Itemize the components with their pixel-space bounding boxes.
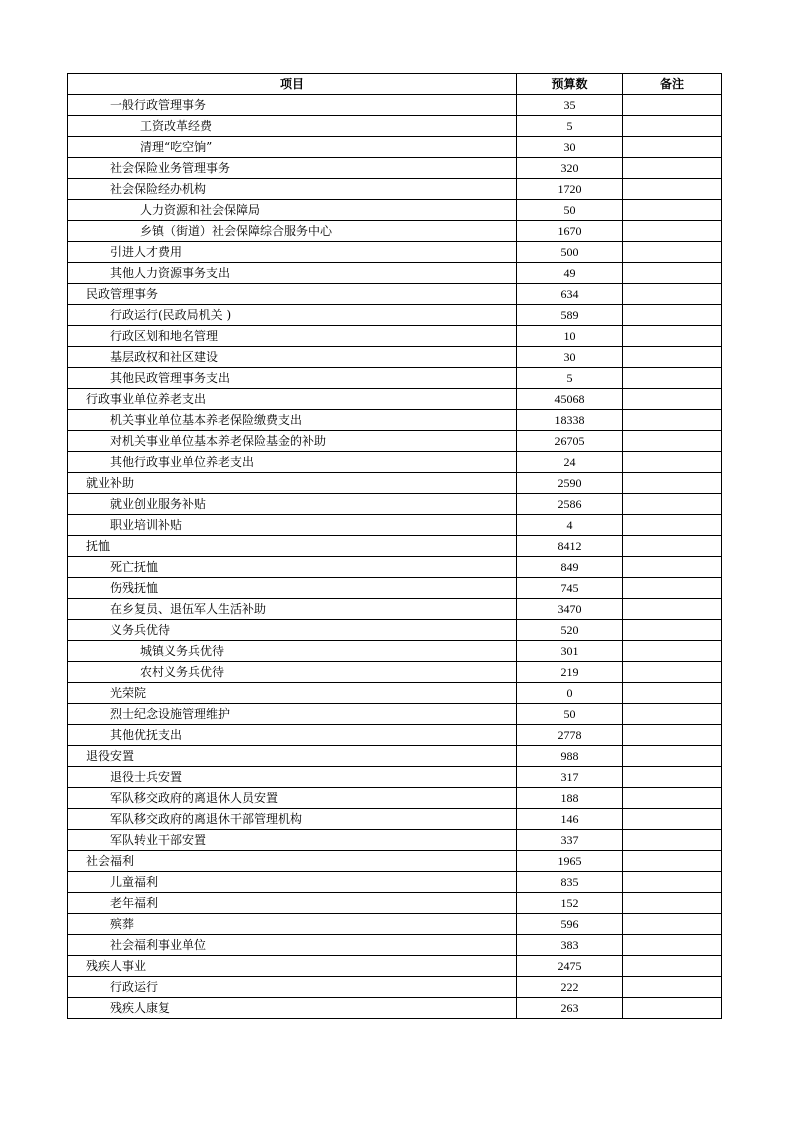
row-budget-value: 0 <box>517 683 623 704</box>
table-row <box>68 746 722 767</box>
row-budget-value: 1670 <box>517 221 623 242</box>
row-budget-value: 188 <box>517 788 623 809</box>
table-row <box>68 599 722 620</box>
row-budget-value: 383 <box>517 935 623 956</box>
row-item-name: 义务兵优待 <box>68 620 517 641</box>
row-item-name: 城镇义务兵优待 <box>68 641 517 662</box>
table-row <box>68 767 722 788</box>
table-row <box>68 977 722 998</box>
row-remark <box>623 830 722 851</box>
row-budget-value: 2778 <box>517 725 623 746</box>
row-remark <box>623 620 722 641</box>
row-remark <box>623 137 722 158</box>
table-row <box>68 242 722 263</box>
row-remark <box>623 200 722 221</box>
row-remark <box>623 956 722 977</box>
row-item-name: 退役安置 <box>68 746 517 767</box>
table-row <box>68 158 722 179</box>
row-item-name: 职业培训补贴 <box>68 515 517 536</box>
row-remark <box>623 578 722 599</box>
row-budget-value: 5 <box>517 116 623 137</box>
table-row <box>68 578 722 599</box>
row-budget-value: 500 <box>517 242 623 263</box>
row-budget-value: 49 <box>517 263 623 284</box>
row-item-name: 其他行政事业单位养老支出 <box>68 452 517 473</box>
row-remark <box>623 263 722 284</box>
table-row <box>68 515 722 536</box>
row-remark <box>623 662 722 683</box>
row-budget-value: 4 <box>517 515 623 536</box>
row-remark <box>623 851 722 872</box>
table-row <box>68 872 722 893</box>
row-budget-value: 152 <box>517 893 623 914</box>
row-remark <box>623 998 722 1019</box>
row-item-name: 在乡复员、退伍军人生活补助 <box>68 599 517 620</box>
row-remark <box>623 221 722 242</box>
table-row <box>68 851 722 872</box>
row-remark <box>623 788 722 809</box>
row-remark <box>623 914 722 935</box>
table-row <box>68 263 722 284</box>
row-item-name: 社会保险经办机构 <box>68 179 517 200</box>
row-remark <box>623 158 722 179</box>
row-item-name: 基层政权和社区建设 <box>68 347 517 368</box>
row-item-name: 民政管理事务 <box>68 284 517 305</box>
row-item-name: 老年福利 <box>68 893 517 914</box>
row-remark <box>623 284 722 305</box>
row-budget-value: 10 <box>517 326 623 347</box>
row-remark <box>623 326 722 347</box>
row-remark <box>623 179 722 200</box>
row-item-name: 行政运行 <box>68 977 517 998</box>
row-budget-value: 18338 <box>517 410 623 431</box>
row-budget-value: 596 <box>517 914 623 935</box>
table-row <box>68 221 722 242</box>
row-budget-value: 30 <box>517 137 623 158</box>
row-budget-value: 337 <box>517 830 623 851</box>
table-row <box>68 452 722 473</box>
row-item-name: 社会保险业务管理事务 <box>68 158 517 179</box>
row-budget-value: 2475 <box>517 956 623 977</box>
row-item-name: 乡镇（街道）社会保障综合服务中心 <box>68 221 517 242</box>
table-row <box>68 494 722 515</box>
table-row <box>68 473 722 494</box>
row-remark <box>623 893 722 914</box>
row-remark <box>623 116 722 137</box>
row-budget-value: 2590 <box>517 473 623 494</box>
row-item-name: 引进人才费用 <box>68 242 517 263</box>
row-remark <box>623 515 722 536</box>
table-row <box>68 725 722 746</box>
budget-table <box>67 73 722 1019</box>
row-item-name: 清理“吃空饷” <box>68 137 517 158</box>
table-row <box>68 809 722 830</box>
row-budget-value: 26705 <box>517 431 623 452</box>
row-remark <box>623 431 722 452</box>
row-item-name: 儿童福利 <box>68 872 517 893</box>
row-item-name: 社会福利 <box>68 851 517 872</box>
table-row <box>68 536 722 557</box>
row-remark <box>623 683 722 704</box>
row-item-name: 残疾人事业 <box>68 956 517 977</box>
row-item-name: 行政运行(民政局机关 ) <box>68 305 517 326</box>
table-row <box>68 620 722 641</box>
header-item: 项目 <box>68 74 517 95</box>
row-budget-value: 634 <box>517 284 623 305</box>
row-budget-value: 301 <box>517 641 623 662</box>
row-remark <box>623 599 722 620</box>
table-row <box>68 116 722 137</box>
header-budget: 预算数 <box>517 74 623 95</box>
row-budget-value: 317 <box>517 767 623 788</box>
row-budget-value: 320 <box>517 158 623 179</box>
row-item-name: 殡葬 <box>68 914 517 935</box>
row-item-name: 行政事业单位养老支出 <box>68 389 517 410</box>
row-remark <box>623 473 722 494</box>
row-remark <box>623 767 722 788</box>
row-remark <box>623 704 722 725</box>
table-row <box>68 200 722 221</box>
row-budget-value: 50 <box>517 200 623 221</box>
row-budget-value: 146 <box>517 809 623 830</box>
row-remark <box>623 746 722 767</box>
row-remark <box>623 494 722 515</box>
row-remark <box>623 872 722 893</box>
row-item-name: 抚恤 <box>68 536 517 557</box>
row-budget-value: 3470 <box>517 599 623 620</box>
row-item-name: 其他人力资源事务支出 <box>68 263 517 284</box>
row-remark <box>623 557 722 578</box>
row-remark <box>623 305 722 326</box>
table-row <box>68 326 722 347</box>
table-row <box>68 935 722 956</box>
table-row <box>68 284 722 305</box>
row-item-name: 光荣院 <box>68 683 517 704</box>
row-item-name: 军队移交政府的离退休干部管理机构 <box>68 809 517 830</box>
row-item-name: 其他民政管理事务支出 <box>68 368 517 389</box>
row-item-name: 就业创业服务补贴 <box>68 494 517 515</box>
row-item-name: 对机关事业单位基本养老保险基金的补助 <box>68 431 517 452</box>
table-row <box>68 389 722 410</box>
row-item-name: 人力资源和社会保障局 <box>68 200 517 221</box>
row-item-name: 其他优抚支出 <box>68 725 517 746</box>
header-remark: 备注 <box>623 74 722 95</box>
row-remark <box>623 368 722 389</box>
table-row <box>68 704 722 725</box>
row-remark <box>623 641 722 662</box>
table-row <box>68 137 722 158</box>
row-budget-value: 589 <box>517 305 623 326</box>
table-row <box>68 788 722 809</box>
row-remark <box>623 242 722 263</box>
row-remark <box>623 389 722 410</box>
row-budget-value: 24 <box>517 452 623 473</box>
row-budget-value: 50 <box>517 704 623 725</box>
row-budget-value: 988 <box>517 746 623 767</box>
row-remark <box>623 410 722 431</box>
table-row <box>68 914 722 935</box>
row-budget-value: 45068 <box>517 389 623 410</box>
row-budget-value: 263 <box>517 998 623 1019</box>
row-item-name: 退役士兵安置 <box>68 767 517 788</box>
row-remark <box>623 809 722 830</box>
table-row <box>68 641 722 662</box>
table-row <box>68 956 722 977</box>
row-item-name: 机关事业单位基本养老保险缴费支出 <box>68 410 517 431</box>
row-item-name: 工资改革经费 <box>68 116 517 137</box>
row-budget-value: 5 <box>517 368 623 389</box>
table-row <box>68 662 722 683</box>
table-row <box>68 347 722 368</box>
table-row <box>68 998 722 1019</box>
row-budget-value: 8412 <box>517 536 623 557</box>
row-item-name: 军队移交政府的离退休人员安置 <box>68 788 517 809</box>
table-row <box>68 431 722 452</box>
row-budget-value: 849 <box>517 557 623 578</box>
row-remark <box>623 725 722 746</box>
table-body <box>68 95 722 1019</box>
row-remark <box>623 935 722 956</box>
row-item-name: 一般行政管理事务 <box>68 95 517 116</box>
row-item-name: 军队转业干部安置 <box>68 830 517 851</box>
row-budget-value: 2586 <box>517 494 623 515</box>
table-row <box>68 893 722 914</box>
table-row <box>68 410 722 431</box>
row-item-name: 就业补助 <box>68 473 517 494</box>
table-row <box>68 95 722 116</box>
row-remark <box>623 347 722 368</box>
row-budget-value: 30 <box>517 347 623 368</box>
row-item-name: 社会福利事业单位 <box>68 935 517 956</box>
row-budget-value: 835 <box>517 872 623 893</box>
table-row <box>68 557 722 578</box>
row-remark <box>623 977 722 998</box>
table-row <box>68 179 722 200</box>
row-item-name: 死亡抚恤 <box>68 557 517 578</box>
row-budget-value: 1720 <box>517 179 623 200</box>
row-budget-value: 745 <box>517 578 623 599</box>
row-remark <box>623 536 722 557</box>
row-budget-value: 520 <box>517 620 623 641</box>
table-row <box>68 368 722 389</box>
row-item-name: 伤残抚恤 <box>68 578 517 599</box>
table-row <box>68 683 722 704</box>
table-row <box>68 305 722 326</box>
row-remark <box>623 95 722 116</box>
row-budget-value: 1965 <box>517 851 623 872</box>
row-item-name: 行政区划和地名管理 <box>68 326 517 347</box>
table-row <box>68 830 722 851</box>
row-remark <box>623 452 722 473</box>
row-budget-value: 219 <box>517 662 623 683</box>
row-item-name: 农村义务兵优待 <box>68 662 517 683</box>
row-budget-value: 35 <box>517 95 623 116</box>
row-item-name: 烈士纪念设施管理维护 <box>68 704 517 725</box>
row-budget-value: 222 <box>517 977 623 998</box>
table-header-row <box>68 74 722 95</box>
row-item-name: 残疾人康复 <box>68 998 517 1019</box>
